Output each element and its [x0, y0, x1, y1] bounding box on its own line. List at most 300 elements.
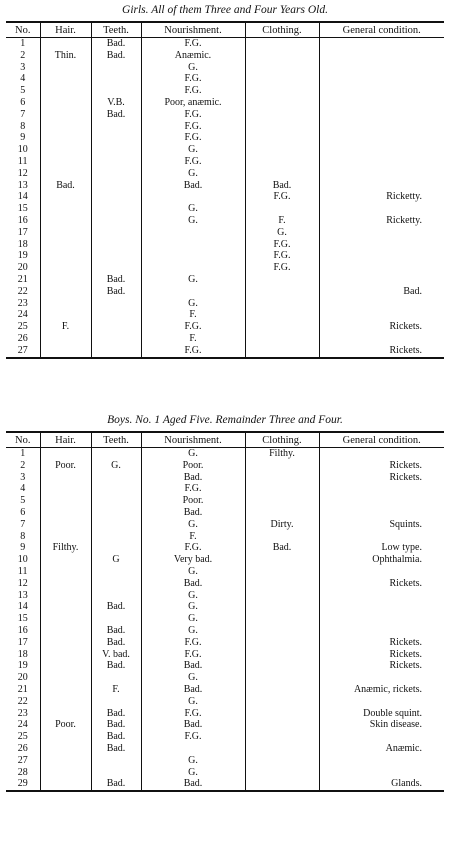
table-row — [6, 262, 444, 274]
table-cell — [40, 132, 91, 144]
table-cell — [40, 121, 91, 133]
table-cell — [91, 578, 141, 590]
table-cell — [319, 73, 444, 85]
table-cell: 5 — [20, 495, 26, 507]
table-cell — [40, 73, 91, 85]
table-row — [6, 109, 444, 121]
table-cell: Bad. — [91, 109, 141, 121]
table-row — [6, 566, 444, 578]
table-cell — [40, 601, 91, 613]
table-cell — [91, 507, 141, 519]
table-cell: 7 — [20, 108, 26, 120]
table-cell — [245, 132, 319, 144]
table-cell — [319, 613, 444, 625]
table-cell: 19 — [17, 660, 28, 672]
table-cell: 18 — [17, 648, 28, 660]
table-cell: 8 — [20, 120, 26, 132]
table-row — [6, 660, 444, 672]
table-row — [6, 298, 444, 310]
column-header: Nourishment. — [141, 432, 245, 448]
table-cell: 19 — [17, 250, 28, 262]
table-cell: Poor, anæmic. — [141, 97, 245, 109]
table-cell — [319, 531, 444, 543]
table-cell — [91, 309, 141, 321]
column-header: Teeth. — [91, 432, 141, 448]
table-cell — [245, 696, 319, 708]
table-cell — [319, 625, 444, 637]
table-cell — [91, 519, 141, 531]
table-cell — [319, 601, 444, 613]
table-cell: 24 — [17, 719, 28, 731]
table-cell: G. — [141, 613, 245, 625]
table-cell — [319, 448, 444, 460]
table-cell — [91, 613, 141, 625]
table-cell — [319, 333, 444, 345]
table-cell: F. — [40, 321, 91, 333]
table-cell: G. — [141, 274, 245, 286]
table-cell — [40, 168, 91, 180]
table-cell: Bad. — [91, 637, 141, 649]
table-cell: 21 — [17, 273, 28, 285]
table-cell: G. — [141, 203, 245, 215]
table-cell: Rickets. — [319, 321, 444, 333]
girls-header-row — [6, 22, 444, 38]
table-cell — [40, 495, 91, 507]
girls-table-body — [6, 38, 444, 358]
table-row — [6, 613, 444, 625]
table-cell — [91, 767, 141, 779]
table-cell — [245, 778, 319, 791]
boys-header-row — [6, 432, 444, 448]
table-cell — [319, 250, 444, 262]
table-cell — [40, 62, 91, 74]
table-cell: 28 — [17, 766, 28, 778]
table-cell — [245, 62, 319, 74]
table-cell: Rickets. — [319, 649, 444, 661]
table-cell — [91, 448, 141, 460]
table-cell — [245, 333, 319, 345]
table-cell: 26 — [17, 742, 28, 754]
table-cell — [245, 274, 319, 286]
table-cell — [245, 321, 319, 333]
column-header: No. — [6, 22, 40, 38]
column-header: Clothing. — [245, 22, 319, 38]
table-cell: 17 — [17, 226, 28, 238]
table-cell: G. — [141, 601, 245, 613]
table-cell: F.G. — [141, 38, 245, 50]
table-cell: Filthy. — [245, 448, 319, 460]
table-row — [6, 578, 444, 590]
table-cell: Bad. — [141, 719, 245, 731]
table-cell: G. — [141, 755, 245, 767]
table-cell — [91, 696, 141, 708]
table-cell: G. — [141, 590, 245, 602]
table-cell: 25 — [17, 731, 28, 743]
table-cell — [40, 483, 91, 495]
table-cell — [245, 144, 319, 156]
table-cell — [245, 73, 319, 85]
table-cell — [319, 38, 444, 50]
table-cell: F. — [141, 531, 245, 543]
table-cell: Bad. — [91, 625, 141, 637]
table-row — [6, 507, 444, 519]
table-cell: 3 — [20, 61, 26, 73]
table-cell: Bad. — [141, 660, 245, 672]
table-cell — [40, 531, 91, 543]
table-cell — [245, 168, 319, 180]
column-header: Hair. — [40, 432, 91, 448]
table-row — [6, 215, 444, 227]
table-cell — [141, 262, 245, 274]
table-cell: 15 — [17, 613, 28, 625]
table-cell — [245, 719, 319, 731]
table-cell: Bad. — [245, 542, 319, 554]
table-cell: Bad. — [141, 472, 245, 484]
table-cell: 16 — [17, 214, 28, 226]
table-cell: Rickets. — [319, 578, 444, 590]
table-cell — [40, 215, 91, 227]
table-row — [6, 755, 444, 767]
table-cell — [91, 566, 141, 578]
table-cell: 12 — [17, 577, 28, 589]
table-cell: Bad. — [141, 578, 245, 590]
table-cell: 24 — [17, 309, 28, 321]
table-cell: Filthy. — [40, 542, 91, 554]
table-row — [6, 684, 444, 696]
table-cell — [245, 483, 319, 495]
table-cell: 20 — [17, 672, 28, 684]
table-cell — [91, 62, 141, 74]
table-cell: F. — [141, 333, 245, 345]
table-cell — [319, 85, 444, 97]
column-header: General condition. — [319, 432, 444, 448]
table-cell: 6 — [20, 506, 26, 518]
table-cell: F.G. — [141, 708, 245, 720]
table-cell: F.G. — [141, 637, 245, 649]
table-cell — [40, 472, 91, 484]
table-cell — [141, 250, 245, 262]
table-cell: Ophthalmia. — [319, 554, 444, 566]
table-cell: Poor. — [40, 719, 91, 731]
table-cell: Anæmic, rickets. — [319, 684, 444, 696]
table-cell: Bad. — [91, 286, 141, 298]
table-cell: Bad. — [91, 731, 141, 743]
table-cell: G. — [141, 566, 245, 578]
table-cell — [40, 262, 91, 274]
table-cell — [141, 239, 245, 251]
table-cell — [319, 731, 444, 743]
table-cell — [245, 637, 319, 649]
table-cell — [319, 755, 444, 767]
table-cell — [245, 649, 319, 661]
table-cell — [40, 309, 91, 321]
table-row — [6, 672, 444, 684]
table-cell — [319, 203, 444, 215]
table-row — [6, 483, 444, 495]
table-cell: 4 — [20, 73, 26, 85]
table-cell — [40, 613, 91, 625]
table-row — [6, 286, 444, 298]
table-cell — [319, 239, 444, 251]
table-cell — [40, 637, 91, 649]
table-cell: G. — [141, 144, 245, 156]
table-cell — [245, 531, 319, 543]
table-row — [6, 227, 444, 239]
table-cell — [245, 97, 319, 109]
table-cell — [319, 132, 444, 144]
table-cell: 20 — [17, 262, 28, 274]
table-cell — [319, 121, 444, 133]
table-cell — [319, 144, 444, 156]
table-cell: 5 — [20, 85, 26, 97]
table-row — [6, 121, 444, 133]
table-row — [6, 472, 444, 484]
table-cell: Bad. — [91, 50, 141, 62]
table-cell: 27 — [17, 754, 28, 766]
table-row — [6, 460, 444, 472]
table-cell: G. — [141, 696, 245, 708]
table-cell — [319, 62, 444, 74]
table-cell: 26 — [17, 332, 28, 344]
table-cell: 2 — [20, 459, 26, 471]
table-cell — [91, 672, 141, 684]
table-cell — [40, 227, 91, 239]
table-cell: Bad. — [141, 778, 245, 791]
table-cell: Bad. — [91, 743, 141, 755]
table-cell: 4 — [20, 483, 26, 495]
table-cell — [40, 672, 91, 684]
table-row — [6, 309, 444, 321]
table-cell: G. — [141, 519, 245, 531]
table-cell — [40, 767, 91, 779]
table-cell — [245, 309, 319, 321]
table-row — [6, 168, 444, 180]
table-row — [6, 239, 444, 251]
table-cell — [245, 566, 319, 578]
table-cell: F.G. — [245, 239, 319, 251]
table-cell — [40, 191, 91, 203]
table-cell: 1 — [20, 38, 26, 49]
table-row — [6, 542, 444, 554]
table-cell — [40, 778, 91, 791]
table-cell: G — [91, 554, 141, 566]
table-cell — [141, 286, 245, 298]
table-cell: F.G. — [141, 73, 245, 85]
table-cell: Bad. — [141, 180, 245, 192]
table-cell: 2 — [20, 49, 26, 61]
table-cell — [91, 239, 141, 251]
table-row — [6, 50, 444, 62]
table-cell: 8 — [20, 530, 26, 542]
column-header: Clothing. — [245, 432, 319, 448]
table-cell: Ricketty. — [319, 191, 444, 203]
table-cell — [319, 495, 444, 507]
table-row — [6, 274, 444, 286]
table-cell — [40, 345, 91, 358]
table-cell — [245, 708, 319, 720]
table-row — [6, 345, 444, 358]
table-cell: Bad. — [245, 180, 319, 192]
table-cell — [245, 156, 319, 168]
table-cell — [319, 298, 444, 310]
table-cell: Bad. — [91, 719, 141, 731]
table-row — [6, 767, 444, 779]
table-cell — [91, 73, 141, 85]
table-cell — [40, 38, 91, 50]
table-cell: G. — [141, 767, 245, 779]
table-row — [6, 554, 444, 566]
table-row — [6, 708, 444, 720]
table-cell — [245, 298, 319, 310]
column-header: Hair. — [40, 22, 91, 38]
table-cell — [319, 507, 444, 519]
table-cell — [319, 180, 444, 192]
table-cell: F.G. — [141, 483, 245, 495]
column-header: Teeth. — [91, 22, 141, 38]
table-cell: G. — [141, 168, 245, 180]
table-cell: F.G. — [141, 121, 245, 133]
table-cell: G. — [141, 625, 245, 637]
table-cell — [91, 755, 141, 767]
table-cell — [40, 239, 91, 251]
table-row — [6, 191, 444, 203]
table-cell — [40, 684, 91, 696]
table-cell — [245, 507, 319, 519]
table-row — [6, 85, 444, 97]
table-cell: 25 — [17, 321, 28, 333]
table-cell — [91, 333, 141, 345]
table-cell — [245, 121, 319, 133]
table-cell — [245, 38, 319, 50]
table-cell — [141, 743, 245, 755]
table-row — [6, 156, 444, 168]
table-row — [6, 495, 444, 507]
boys-table-caption: Boys. No. 1 Aged Five. Remainder Three and Four. — [107, 414, 343, 426]
table-cell: 10 — [17, 554, 28, 566]
table-cell: F.G. — [141, 85, 245, 97]
table-cell: Double squint. — [319, 708, 444, 720]
table-cell — [91, 215, 141, 227]
table-cell — [141, 191, 245, 203]
table-cell — [40, 566, 91, 578]
table-cell — [40, 298, 91, 310]
table-cell — [245, 85, 319, 97]
boys-table — [6, 431, 444, 792]
table-cell — [245, 109, 319, 121]
table-cell — [91, 180, 141, 192]
girls-table-caption: Girls. All of them Three and Four Years Old. — [122, 4, 328, 16]
table-cell — [319, 109, 444, 121]
table-cell — [91, 472, 141, 484]
table-cell: G. — [141, 215, 245, 227]
table-cell — [319, 309, 444, 321]
table-cell: Dirty. — [245, 519, 319, 531]
table-row — [6, 180, 444, 192]
table-cell — [245, 625, 319, 637]
table-cell — [319, 590, 444, 602]
table-cell — [40, 109, 91, 121]
table-cell: Rickets. — [319, 472, 444, 484]
table-row — [6, 203, 444, 215]
table-cell — [40, 755, 91, 767]
table-cell — [91, 132, 141, 144]
table-cell — [91, 542, 141, 554]
table-cell — [91, 321, 141, 333]
table-cell — [40, 156, 91, 168]
table-cell — [319, 566, 444, 578]
table-row — [6, 625, 444, 637]
table-cell: G. — [141, 62, 245, 74]
table-row — [6, 132, 444, 144]
table-cell — [319, 168, 444, 180]
table-cell — [245, 684, 319, 696]
table-cell: Bad. — [91, 660, 141, 672]
table-cell — [319, 483, 444, 495]
table-cell — [40, 333, 91, 345]
table-cell: Thin. — [40, 50, 91, 62]
table-cell: 16 — [17, 624, 28, 636]
table-row — [6, 73, 444, 85]
table-cell — [40, 286, 91, 298]
table-row — [6, 519, 444, 531]
table-cell — [91, 85, 141, 97]
table-cell — [40, 97, 91, 109]
table-cell — [319, 97, 444, 109]
table-cell: G. — [141, 672, 245, 684]
table-cell — [40, 448, 91, 460]
table-cell: Rickets. — [319, 345, 444, 358]
table-cell: F.G. — [141, 731, 245, 743]
table-cell — [319, 156, 444, 168]
table-cell — [40, 250, 91, 262]
table-cell — [91, 531, 141, 543]
boys-table-body — [6, 448, 444, 792]
table-cell — [91, 191, 141, 203]
table-cell — [245, 286, 319, 298]
table-cell: 27 — [6, 345, 40, 358]
table-cell: Rickets. — [319, 660, 444, 672]
table-cell: 6 — [20, 96, 26, 108]
table-cell: G. — [141, 448, 245, 460]
table-cell — [91, 144, 141, 156]
table-cell: 14 — [17, 191, 28, 203]
table-cell: Anæmic. — [141, 50, 245, 62]
table-cell — [91, 345, 141, 358]
table-cell: F.G. — [141, 321, 245, 333]
table-cell — [40, 731, 91, 743]
table-cell — [245, 203, 319, 215]
table-row — [6, 719, 444, 731]
table-cell — [40, 660, 91, 672]
table-cell — [40, 743, 91, 755]
table-row — [6, 601, 444, 613]
table-cell: Bad. — [40, 180, 91, 192]
table-cell: G. — [141, 298, 245, 310]
table-cell: 13 — [17, 179, 28, 191]
table-cell: Bad. — [141, 507, 245, 519]
table-cell: 22 — [17, 695, 28, 707]
table-cell: Poor. — [141, 495, 245, 507]
table-cell — [245, 50, 319, 62]
table-cell — [40, 578, 91, 590]
table-cell — [319, 767, 444, 779]
table-cell: Bad. — [91, 708, 141, 720]
table-cell: 23 — [17, 707, 28, 719]
table-cell — [141, 227, 245, 239]
table-cell: 22 — [17, 285, 28, 297]
table-cell — [319, 696, 444, 708]
table-cell — [245, 590, 319, 602]
